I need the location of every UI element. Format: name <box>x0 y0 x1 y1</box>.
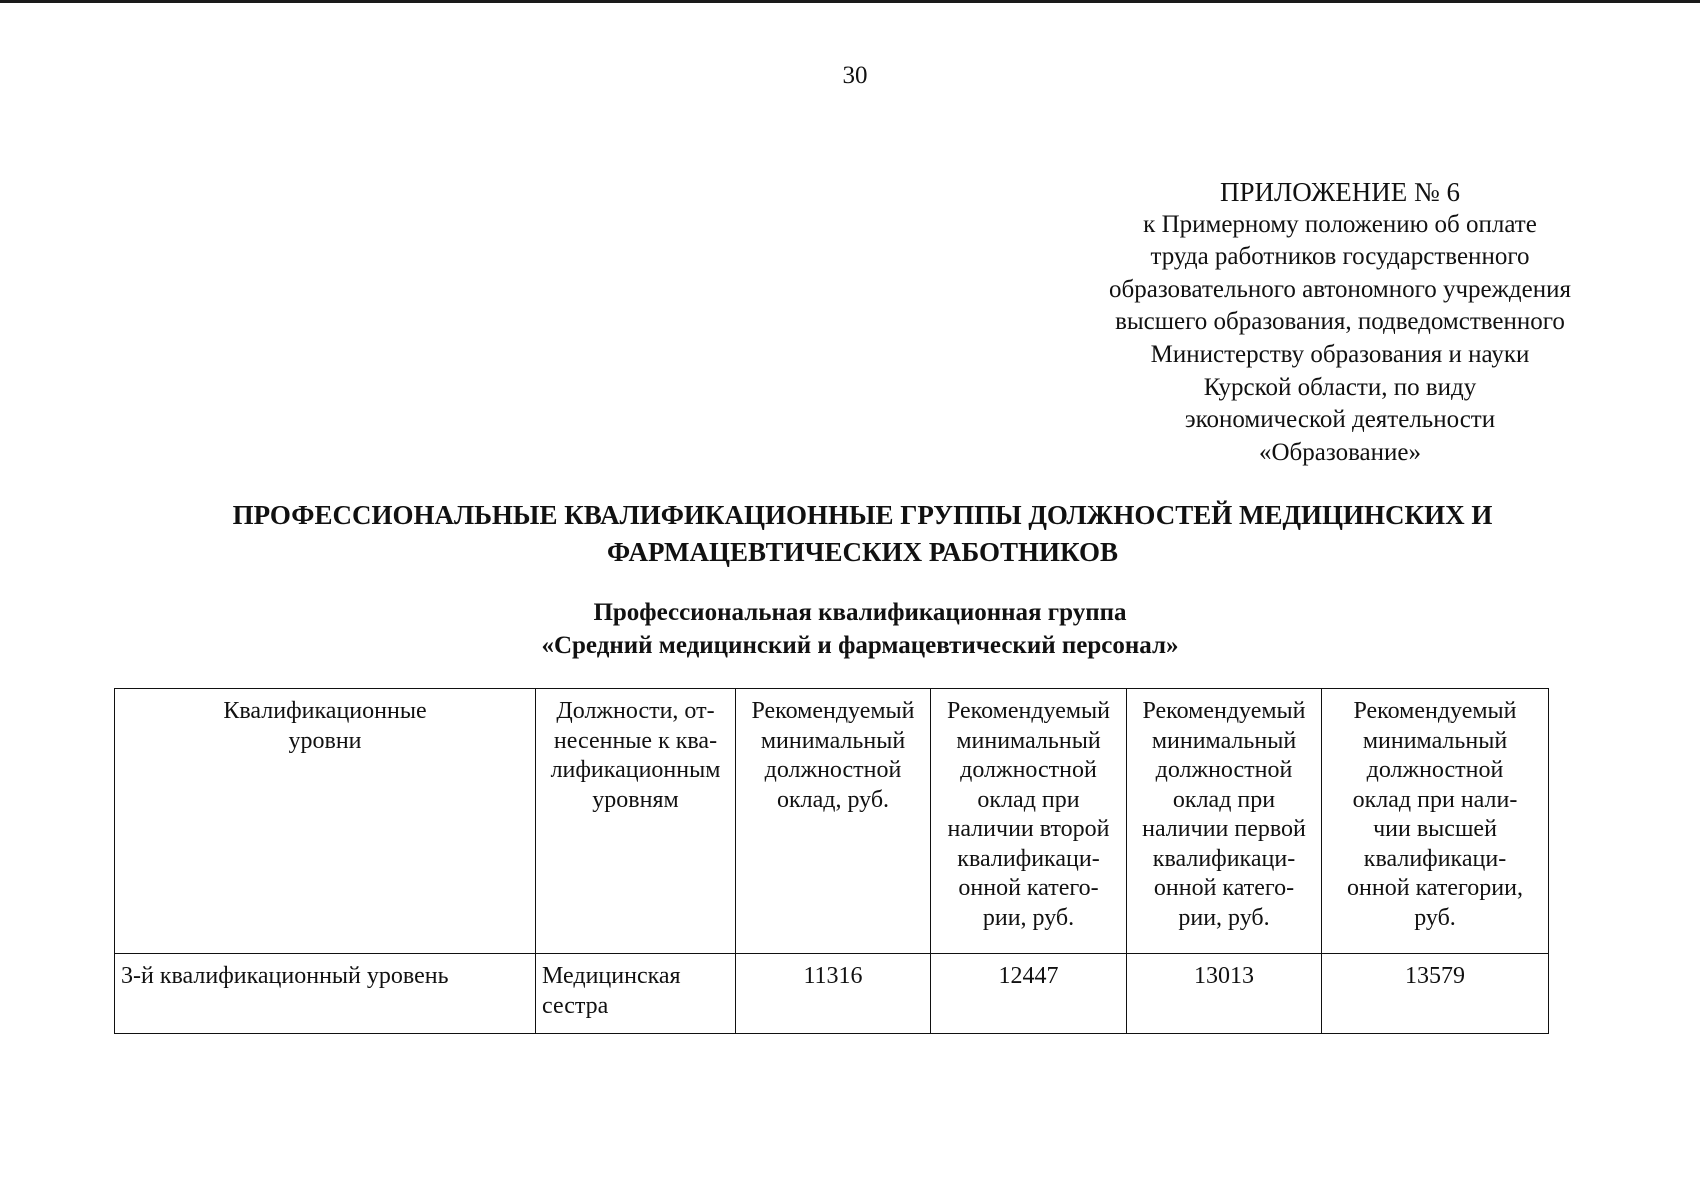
header-positions: Должности, от- несенные к ква- лификационным уровням <box>536 689 736 954</box>
group-title: Профессиональная квалификационная группа «Средний медицинский и фармацевтический персонал» <box>541 599 1179 659</box>
document-title: ПРОФЕССИОНАЛЬНЫЕ КВАЛИФИКАЦИОННЫЕ ГРУППЫ ДОЛЖНОСТЕЙ МЕДИЦИНСКИХ И ФАРМАЦЕВТИЧЕСКИХ РАБОТНИКОВ <box>232 500 1493 567</box>
header-second-category-salary: Рекомендуемый минимальный должностной оклад при наличии второй квалификаци- онной катего- рии, руб. <box>931 689 1127 954</box>
header-qualification-levels: Квалификационные уровни <box>115 689 536 954</box>
header-highest-category-salary: Рекомендуемый минимальный должностной оклад при нали- чии высшей квалификаци- онной категории, руб. <box>1322 689 1549 954</box>
cell-second-category-salary: 12447 <box>931 954 1127 1034</box>
appendix-block <box>1040 176 1640 469</box>
header-first-category-salary: Рекомендуемый минимальный должностной оклад при наличии первой квалификаци- онной катего- рии, руб. <box>1127 689 1322 954</box>
cell-highest-category-salary: 13579 <box>1322 954 1549 1034</box>
page-number: 30 <box>842 62 868 89</box>
cell-level: 3-й квалификационный уровень <box>115 954 536 1034</box>
header-base-salary: Рекомендуемый минимальный должностной оклад, руб. <box>736 689 931 954</box>
appendix-text: к Примерному положению об оплате труда работников государственного образовательного автономного учреждения высшего образования, подведомственного Министерству образования и науки Курской области, по виду экономической деятельности «Образование» <box>1109 210 1571 466</box>
appendix-title: ПРИЛОЖЕНИЕ № 6 <box>1219 177 1461 207</box>
cell-base-salary: 11316 <box>736 954 931 1034</box>
table-header-row <box>115 689 1549 954</box>
cell-position: Медицинская сестра <box>536 954 736 1034</box>
page-top-border <box>0 0 1700 3</box>
table-row <box>115 954 1549 1034</box>
qualification-table <box>114 688 1549 1034</box>
cell-first-category-salary: 13013 <box>1127 954 1322 1034</box>
